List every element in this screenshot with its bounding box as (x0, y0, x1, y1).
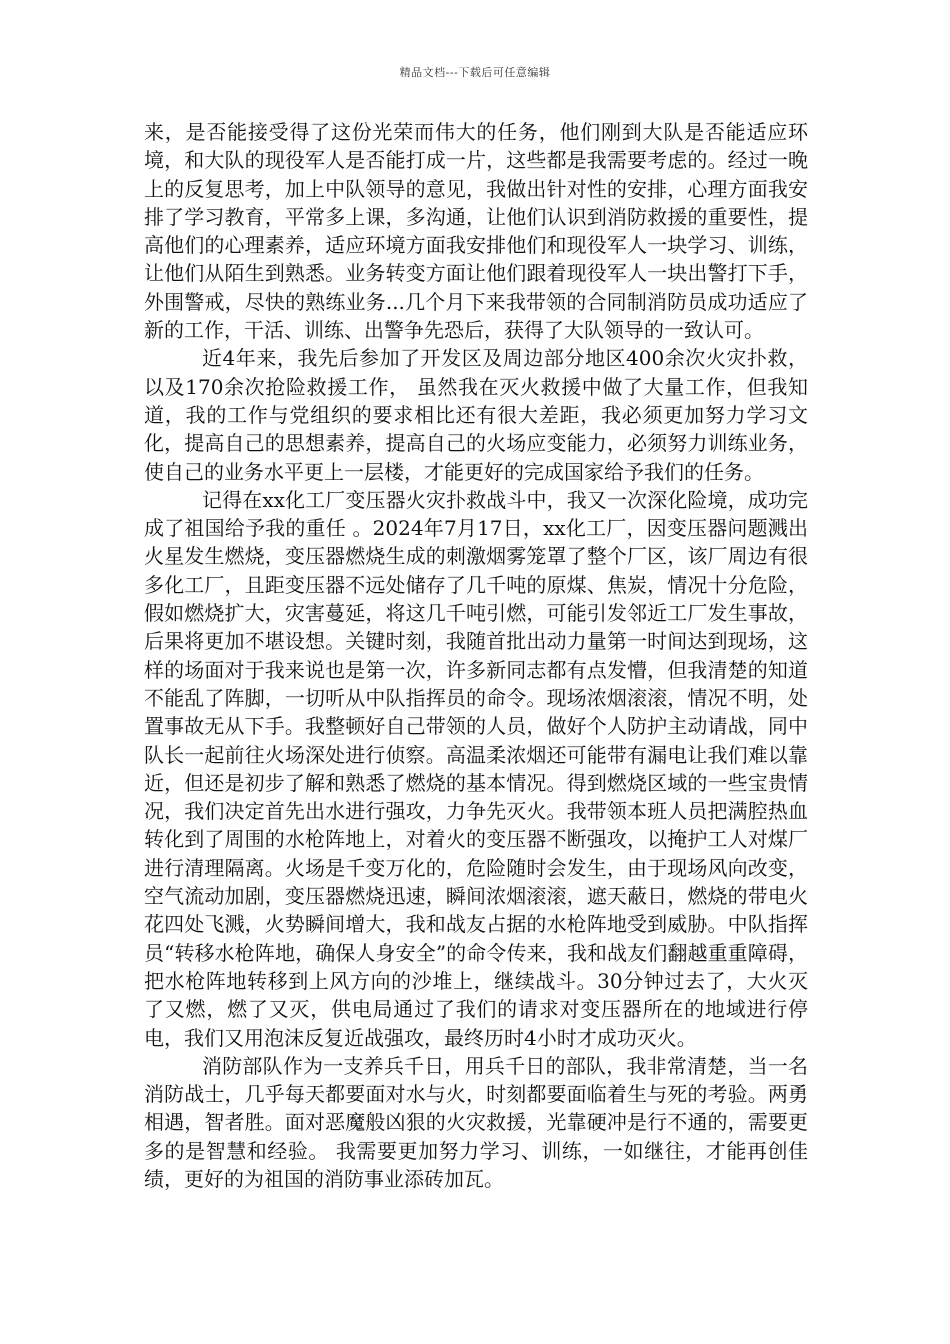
paragraph-3: 记得在xx化工厂变压器火灾扑救战斗中，我又一次深化险境，成功完成了祖国给予我的重任 。2024年7月17日，xx化工厂，因变压器问题溅出火星发生燃烧，变压器燃烧生成的刺激烟雾笼罩了整个厂区，该厂周边有很多化工厂，且距变压器不远处储存了几千吨的原煤、焦炭，情况十分危险，假如燃烧扩大，灾害蔓延，将这几千吨引燃，可能引发邻近工厂发生事故，后果将更加不堪设想。关键时刻，我随首批出动力量第一时间达到现场，这样的场面对于我来说也是第一次，许多新同志都有点发懵，但我清楚的知道不能乱了阵脚，一切听从中队指挥员的命令。现场浓烟滚滚，情况不明，处置事故无从下手。我整顿好自己带领的人员，做好个人防护主动请战，同中队长一起前往火场深处进行侦察。高温柔浓烟还可能带有漏电让我们难以靠近，但还是初步了解和熟悉了燃烧的基本情况。得到燃烧区域的一些宝贵情况，我们决定首先出水进行强攻，力争先灭火。我带领本班人员把满腔热血转化到了周围的水枪阵地上，对着火的变压器不断强攻，以掩护工人对煤厂进行清理隔离。火场是千变万化的，危险随时会发生，由于现场风向改变，空气流动加剧，变压器燃烧迅速，瞬间浓烟滚滚，遮天蔽日，燃烧的带电火花四处飞溅，火势瞬间增大，我和战友占据的水枪阵地受到威胁。中队指挥员“转移水枪阵地，确保人身安全”的命令传来，我和战友们翻越重重障碍，把水枪阵地转移到上风方向的沙堆上，继续战斗。30分钟过去了，大火灭了又燃，燃了又灭，供电局通过了我们的请求对变压器所在的地域进行停电，我们又用泡沫反复近战强攻，最终历时4小时才成功灭火。 (144, 487, 808, 1050)
paragraph-1: 来，是否能接受得了这份光荣而伟大的任务，他们刚到大队是否能适应环境，和大队的现役军人是否能打成一片，这些都是我需要考虑的。经过一晚上的反复思考，加上中队领导的意见，我做出针对性的安排，心理方面我安排了学习教育，平常多上课，多沟通，让他们认识到消防救援的重要性，提高他们的心理素养，适应环境方面我安排他们和现役军人一块学习、训练，让他们从陌生到熟悉。业务转变方面让他们跟着现役军人一块出警打下手，外围警戒，尽快的熟练业务...几个月下来我带领的合同制消防员成功适应了新的工作，干活、训练、出警争先恐后，获得了大队领导的一致认可。 (144, 120, 808, 343)
document-body (144, 118, 808, 1193)
page-header: 精品文档---下载后可任意编辑 (399, 66, 551, 79)
paragraph-2: 近4年来，我先后参加了开发区及周边部分地区400余次火灾扑救，以及170余次抢险救援工作， 虽然我在灭火救援中做了大量工作，但我知道，我的工作与党组织的要求相比还有很大差距，我必须更加努力学习文化，提高自己的思想素养，提高自己的火场应变能力，必须努力训练业务，使自己的业务水平更上一层楼，才能更好的完成国家给予我们的任务。 (144, 346, 808, 484)
paragraph-4: 消防部队作为一支养兵千日，用兵千日的部队，我非常清楚，当一名消防战士，几乎每天都要面对水与火，时刻都要面临着生与死的考验。两勇相遇，智者胜。面对恶魔般凶狠的火灾救援，光靠硬冲是行不通的，需要更多的是智慧和经验。 我需要更加努力学习、训练，一如继往，才能再创佳绩，更好的为祖国的消防事业添砖加瓦。 (144, 1053, 808, 1191)
